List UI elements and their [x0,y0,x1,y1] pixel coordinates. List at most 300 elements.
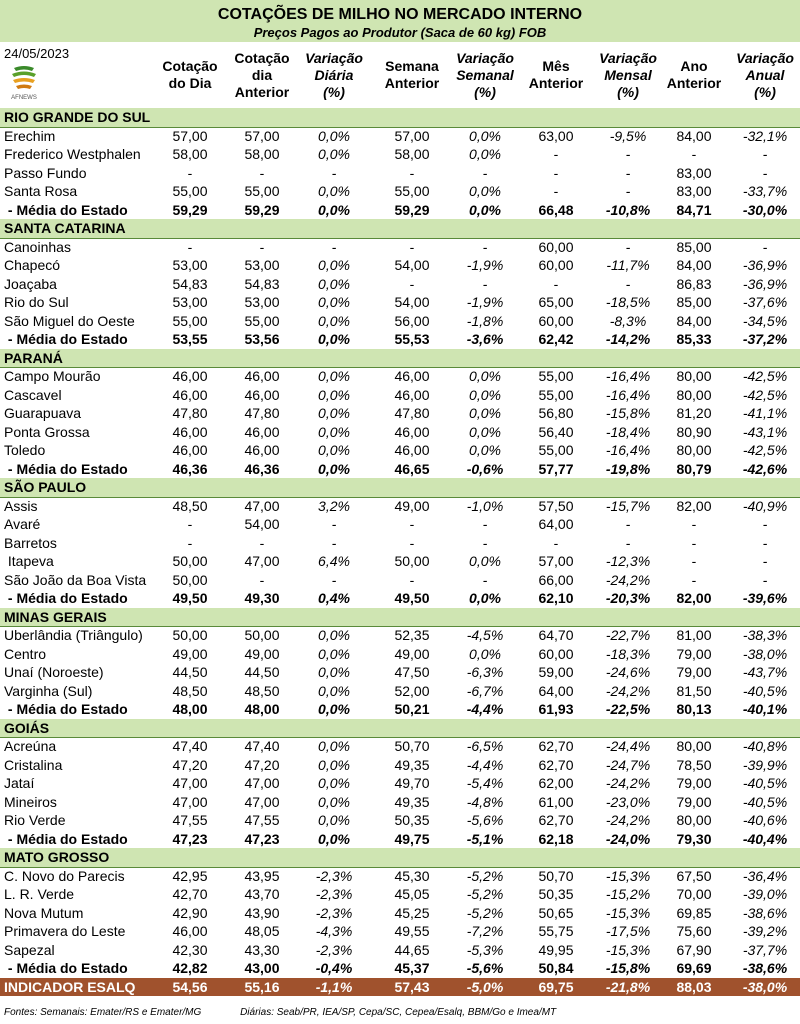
cell-cotacao-anterior: 58,00 [244,146,280,162]
cell-variacao-semanal [452,608,518,627]
cell-variacao-diaria: -2,3% [315,904,353,921]
cell-variacao-anual: -38,0% [742,645,788,662]
cell-cotacao-dia: 46,00 [172,386,208,403]
cell-semana-anterior: 50,35 [394,812,430,828]
cell-variacao-anual: -40,5% [742,793,788,810]
cell-ano-anterior: 79,30 [676,830,712,847]
row-label: Centro [4,645,47,662]
cell-cotacao-anterior: - [259,534,265,551]
cell-variacao-diaria [301,848,367,867]
cell-semana-anterior: 56,00 [394,312,430,329]
cell-mes-anterior [526,719,586,738]
cell-cotacao-dia: 53,00 [172,294,208,310]
cell-cotacao-dia: 42,90 [172,904,208,921]
cell-cotacao-dia: 50,00 [172,571,208,588]
row-label: Cristalina [4,756,63,773]
cell-ano-anterior: 88,03 [676,978,712,995]
cell-cotacao-anterior: 53,56 [244,331,280,347]
report-date: 24/05/2023 [4,46,70,61]
cell-mes-anterior: 64,00 [538,682,574,699]
cell-mes-anterior: - [553,183,559,199]
state-name: PARANÁ [4,349,63,366]
cell-ano-anterior: 80,00 [676,368,712,384]
cell-ano-anterior: 78,50 [676,756,712,773]
state-section-header [0,719,800,739]
cell-mes-anterior: 49,95 [538,941,574,958]
cell-variacao-semanal: 0,0% [469,405,501,421]
cell-semana-anterior: 49,70 [394,775,430,791]
cell-mes-anterior: 66,48 [538,201,574,218]
cell-ano-anterior: - [691,571,697,588]
cell-cotacao-anterior: 47,40 [244,738,280,754]
row-label: Cascavel [4,386,62,403]
cell-semana-anterior: 46,00 [394,386,430,403]
cell-variacao-semanal: -5,2% [466,904,504,921]
table-row [0,404,800,423]
cell-variacao-mensal: -24,2% [605,682,651,699]
row-label: Avaré [4,516,41,532]
row-label: Assis [4,497,38,514]
header-semana-anterior: Semana Anterior [384,58,440,91]
cell-variacao-anual [733,478,797,497]
cell-cotacao-anterior: 49,30 [244,590,280,606]
cell-variacao-semanal: -5,6% [466,812,504,828]
cell-variacao-mensal: -21,8% [605,978,651,995]
cell-variacao-mensal: - [625,534,631,551]
cell-variacao-mensal: - [625,275,631,292]
table-row [0,793,800,812]
cell-cotacao-anterior [229,848,295,867]
cell-variacao-semanal: - [482,238,488,255]
cell-variacao-semanal: - [482,164,488,181]
cell-mes-anterior: 64,70 [538,627,574,643]
cell-variacao-diaria: 0,0% [318,386,350,403]
cell-variacao-semanal: -1,8% [466,312,504,329]
cell-cotacao-dia: 54,83 [172,275,208,292]
cell-variacao-anual [733,219,797,238]
cell-semana-anterior: 49,00 [394,645,430,662]
cell-cotacao-dia: 53,55 [172,331,208,347]
cell-cotacao-dia: 48,50 [172,682,208,699]
cell-variacao-diaria: - [331,164,337,181]
cell-ano-anterior: 84,00 [676,257,712,273]
cell-semana-anterior: 49,50 [394,590,430,606]
table-row [0,367,800,386]
cell-mes-anterior [526,608,586,627]
cell-ano-anterior: 67,90 [676,941,712,958]
state-name: MATO GROSSO [4,849,110,865]
cell-ano-anterior: 85,33 [676,331,712,347]
cell-variacao-mensal: -8,3% [609,312,647,329]
cell-variacao-anual: -42,6% [742,460,788,477]
table-row [0,922,800,941]
cell-variacao-semanal: -4,4% [466,701,504,717]
state-section-header [0,608,800,628]
header-ano-anterior: Ano Anterior [666,58,722,91]
cell-cotacao-anterior: 55,00 [244,183,280,199]
cell-ano-anterior: 84,00 [676,127,712,144]
row-label: Sapezal [4,941,55,958]
cell-variacao-diaria: 0,0% [318,738,350,754]
cell-variacao-anual [733,108,797,127]
cell-variacao-diaria: 0,0% [318,405,350,421]
cell-ano-anterior: 84,71 [676,201,712,218]
cell-cotacao-dia: 57,00 [172,127,208,144]
cell-variacao-diaria: 0,0% [318,368,350,384]
cell-ano-anterior: 80,00 [676,738,712,754]
cell-mes-anterior: 69,75 [538,978,574,995]
cell-variacao-anual: -40,8% [742,738,788,754]
cell-semana-anterior: 45,37 [394,960,430,976]
cell-variacao-mensal: -18,5% [605,294,651,310]
row-label: Unaí (Noroeste) [4,664,104,680]
cell-variacao-anual [733,349,797,368]
cell-variacao-diaria: - [331,238,337,255]
table-row [0,571,800,590]
cell-ano-anterior [664,108,724,127]
cell-semana-anterior: 46,65 [394,460,430,477]
cell-cotacao-anterior: - [259,238,265,255]
table-row [0,515,800,534]
table-row [0,552,800,571]
cell-variacao-semanal: -0,6% [466,460,504,477]
cell-cotacao-dia: 54,56 [172,978,208,995]
cell-variacao-diaria: - [331,571,337,588]
cell-variacao-diaria [301,349,367,368]
cell-variacao-anual: -43,7% [742,664,788,680]
row-label: São Miguel do Oeste [4,312,135,329]
cell-ano-anterior [664,848,724,867]
cell-cotacao-dia: 42,82 [172,960,208,976]
cell-cotacao-anterior: 48,05 [244,923,280,939]
table-row [0,386,800,405]
cell-semana-anterior: 47,50 [394,664,430,680]
cell-variacao-semanal: - [482,571,488,588]
cell-cotacao-anterior: 47,55 [244,812,280,828]
cell-ano-anterior: 70,00 [676,886,712,902]
cell-semana-anterior [379,478,445,497]
cell-mes-anterior: 62,70 [538,812,574,828]
cell-variacao-semanal [452,719,518,738]
cell-variacao-diaria: 0,4% [318,590,350,606]
cell-cotacao-dia: 46,00 [172,442,208,458]
cell-mes-anterior: - [553,534,559,551]
cell-variacao-anual: - [762,553,768,569]
cell-variacao-mensal: -23,0% [605,793,651,810]
cell-variacao-semanal: -1,0% [466,497,504,514]
footer-weekly-sources: Fontes: Semanais: Emater/RS e Emater/MG [4,1007,202,1018]
header-mes-anterior: Mês Anterior [528,58,584,91]
cell-variacao-anual [733,848,797,867]
cell-cotacao-anterior: 46,00 [244,423,280,440]
header-cotacao-dia: Cotação do Dia [162,58,218,91]
cell-semana-anterior: 57,00 [394,127,430,144]
table-row [0,737,800,756]
footer-daily-sources: Diárias: Seab/PR, IEA/SP, Cepa/SC, Cepea/Esalq, BBM/Go e Imea/MT [240,1007,557,1018]
table-row [0,293,800,312]
cell-mes-anterior: 56,40 [538,423,574,440]
cell-cotacao-anterior: 55,16 [244,978,280,995]
cell-ano-anterior: 85,00 [676,294,712,310]
cell-ano-anterior: - [691,553,697,569]
cell-cotacao-dia: 42,30 [172,941,208,958]
table-row [0,645,800,664]
cell-semana-anterior: 54,00 [394,257,430,273]
table-row [0,626,800,645]
cell-mes-anterior: 55,75 [538,923,574,939]
table-row [0,423,800,442]
state-name: RIO GRANDE DO SUL [4,109,151,125]
cell-variacao-semanal: -3,6% [466,331,504,347]
state-section-header [0,349,800,369]
cell-variacao-semanal: 0,0% [469,442,501,458]
cell-mes-anterior: 62,42 [538,331,574,347]
cell-variacao-mensal [595,219,661,238]
cell-ano-anterior: 80,13 [676,701,712,717]
cell-variacao-diaria: 3,2% [318,497,350,514]
cell-ano-anterior: 80,00 [676,442,712,458]
cell-mes-anterior [526,219,586,238]
cell-variacao-diaria [301,478,367,497]
cell-variacao-diaria: 0,0% [318,312,350,329]
cell-semana-anterior: - [409,571,415,588]
cell-ano-anterior: 79,00 [676,793,712,810]
cell-variacao-diaria [301,108,367,127]
table-row [0,145,800,164]
cell-ano-anterior: 80,90 [676,423,712,440]
table-row [0,904,800,923]
cell-variacao-semanal: 0,0% [469,553,501,569]
cell-ano-anterior: 80,00 [676,386,712,403]
row-label: Chapecó [4,257,61,273]
cell-cotacao-dia: 55,00 [172,183,208,199]
cell-variacao-mensal: -18,3% [605,645,651,662]
cell-variacao-semanal: 0,0% [469,386,501,403]
cell-cotacao-anterior [229,108,295,127]
table-row [0,238,800,257]
cell-cotacao-anterior: 59,29 [244,201,280,218]
cell-cotacao-dia: 46,36 [172,460,208,477]
cell-variacao-semanal: -5,3% [466,941,504,958]
cell-mes-anterior: 62,10 [538,590,574,606]
cell-cotacao-dia: 47,00 [172,793,208,810]
cell-semana-anterior: 55,53 [394,331,430,347]
cell-cotacao-anterior: 50,00 [244,627,280,643]
table-row [0,774,800,793]
row-label: Uberlândia (Triângulo) [4,627,143,643]
cell-variacao-semanal: 0,0% [469,423,501,440]
cell-variacao-anual: -39,0% [742,886,788,902]
cell-variacao-semanal: -4,8% [466,793,504,810]
cell-semana-anterior: - [409,238,415,255]
cell-variacao-anual [733,608,797,627]
cell-variacao-anual: -38,6% [742,960,788,976]
cell-variacao-mensal: -20,3% [605,590,651,606]
cell-semana-anterior: 46,00 [394,423,430,440]
cell-cotacao-anterior: 46,00 [244,442,280,458]
cell-mes-anterior: 55,00 [538,442,574,458]
state-average-row [0,700,800,720]
cell-variacao-diaria: 0,0% [318,793,350,810]
cell-cotacao-anterior: 49,00 [244,645,280,662]
cell-semana-anterior: 50,70 [394,738,430,754]
cell-ano-anterior: 82,00 [676,497,712,514]
cell-variacao-anual: -37,6% [742,294,788,310]
cell-semana-anterior [379,719,445,738]
cell-variacao-semanal: -5,6% [466,960,504,976]
cell-variacao-anual: -38,6% [742,904,788,921]
cell-variacao-anual: -42,5% [742,386,788,403]
cell-variacao-anual: -36,9% [742,257,788,273]
cell-mes-anterior [526,478,586,497]
cell-variacao-semanal: -5,4% [466,775,504,791]
cell-semana-anterior: 52,00 [394,682,430,699]
cell-ano-anterior: 81,00 [676,627,712,643]
cell-semana-anterior: - [409,516,415,532]
cell-mes-anterior: 57,77 [538,460,574,477]
cell-variacao-diaria: 0,0% [318,756,350,773]
cell-ano-anterior: 82,00 [676,590,712,606]
cell-cotacao-dia: 46,00 [172,368,208,384]
cell-variacao-diaria: 0,0% [318,127,350,144]
state-average-row [0,830,800,850]
cell-ano-anterior: 79,00 [676,664,712,680]
cell-variacao-mensal: -24,2% [605,571,651,588]
cell-cotacao-dia: 47,23 [172,830,208,847]
cell-cotacao-dia: 58,00 [172,146,208,162]
cell-variacao-semanal: -4,5% [466,627,504,643]
cell-mes-anterior: 60,00 [538,312,574,329]
cell-variacao-semanal: -6,3% [466,664,504,680]
cell-variacao-anual: -39,9% [742,756,788,773]
cell-variacao-mensal: -15,3% [605,941,651,958]
cell-variacao-anual: -38,0% [742,978,788,995]
cell-cotacao-dia: 53,00 [172,257,208,273]
row-label: - Média do Estado [4,960,128,976]
row-label: Ponta Grossa [4,423,90,440]
header-variacao-semanal: Variação Semanal (%) [456,49,514,100]
table-row [0,127,800,146]
cell-cotacao-anterior: 47,00 [244,497,280,514]
cell-cotacao-anterior: 48,00 [244,701,280,717]
cell-cotacao-anterior [229,719,295,738]
cell-variacao-mensal: -15,3% [605,904,651,921]
cell-semana-anterior: 54,00 [394,294,430,310]
row-label: Acreúna [4,738,57,754]
cell-ano-anterior: 81,20 [676,405,712,421]
cell-cotacao-dia: 47,00 [172,775,208,791]
page-title: COTAÇÕES DE MILHO NO MERCADO INTERNO [217,6,583,23]
cell-cotacao-dia [157,219,223,238]
cell-variacao-semanal: -6,7% [466,682,504,699]
cell-variacao-diaria: 0,0% [318,664,350,680]
cell-variacao-anual: -40,5% [742,682,788,699]
cell-mes-anterior: - [553,164,559,181]
cell-semana-anterior: 47,80 [394,405,430,421]
cell-variacao-mensal: -24,2% [605,812,651,828]
row-label: - Média do Estado [4,201,128,218]
cell-variacao-diaria: 0,0% [318,201,350,218]
cell-variacao-mensal: -15,8% [605,960,651,976]
cell-semana-anterior: 55,00 [394,183,430,199]
cell-ano-anterior: 69,85 [676,904,712,921]
row-label: Santa Rosa [4,183,78,199]
cell-variacao-mensal: -22,5% [605,701,651,717]
cell-semana-anterior: 45,30 [394,867,430,884]
cell-cotacao-dia: 44,50 [172,664,208,680]
cell-cotacao-dia: - [187,534,193,551]
cell-variacao-diaria: 0,0% [318,645,350,662]
header-variacao-diaria: Variação Diária (%) [305,49,363,100]
cell-cotacao-dia [157,349,223,368]
cell-mes-anterior: 60,00 [538,645,574,662]
cell-variacao-mensal: -24,7% [605,756,651,773]
cell-cotacao-dia: 50,00 [172,553,208,569]
cell-ano-anterior: 83,00 [676,164,712,181]
table-row [0,682,800,701]
row-label: Canoinhas [4,238,71,255]
table-row [0,312,800,331]
cell-variacao-diaria [301,219,367,238]
cell-cotacao-anterior: 47,20 [244,756,280,773]
cell-variacao-diaria: 6,4% [318,553,350,569]
cell-variacao-mensal: -22,7% [605,627,651,643]
cell-variacao-semanal: - [482,275,488,292]
cell-ano-anterior: 75,60 [676,923,712,939]
cell-cotacao-anterior: 57,00 [244,127,280,144]
cell-variacao-diaria: 0,0% [318,442,350,458]
cell-variacao-diaria: -1,1% [315,978,353,995]
cell-variacao-mensal [595,848,661,867]
table-row [0,256,800,275]
cell-cotacao-anterior [229,478,295,497]
cell-variacao-mensal: -10,8% [605,201,651,218]
cell-variacao-mensal [595,108,661,127]
cell-variacao-diaria: -2,3% [315,886,353,902]
cell-semana-anterior: 49,75 [394,830,430,847]
row-label: Mineiros [4,793,57,810]
cell-semana-anterior: 46,00 [394,368,430,384]
cell-variacao-diaria [301,608,367,627]
cell-semana-anterior: 44,65 [394,941,430,958]
cell-mes-anterior: 50,70 [538,867,574,884]
esalq-indicator-row [0,978,800,997]
cell-variacao-mensal: -14,2% [605,331,651,347]
table-row [0,275,800,294]
table-row [0,441,800,460]
header-variacao-anual: Variação Anual (%) [736,49,794,100]
row-label: - Média do Estado [4,830,128,847]
cell-variacao-diaria: -2,3% [315,941,353,958]
cell-ano-anterior: - [691,534,697,551]
cell-variacao-semanal: -5,2% [466,867,504,884]
cell-variacao-diaria: -0,4% [315,960,353,976]
cell-cotacao-dia: - [187,516,193,532]
row-label: Erechim [4,127,56,144]
cell-variacao-mensal: -17,5% [605,923,651,939]
cell-variacao-mensal: -16,4% [605,386,651,403]
state-average-row [0,959,800,979]
cell-semana-anterior [379,608,445,627]
cell-ano-anterior [664,719,724,738]
table-row [0,182,800,201]
cell-variacao-diaria: -2,3% [315,867,353,884]
cell-mes-anterior: 60,00 [538,257,574,273]
cell-variacao-diaria: 0,0% [318,627,350,643]
cell-variacao-mensal: -15,7% [605,497,651,514]
cell-cotacao-anterior: - [259,164,265,181]
cell-variacao-diaria: 0,0% [318,183,350,199]
